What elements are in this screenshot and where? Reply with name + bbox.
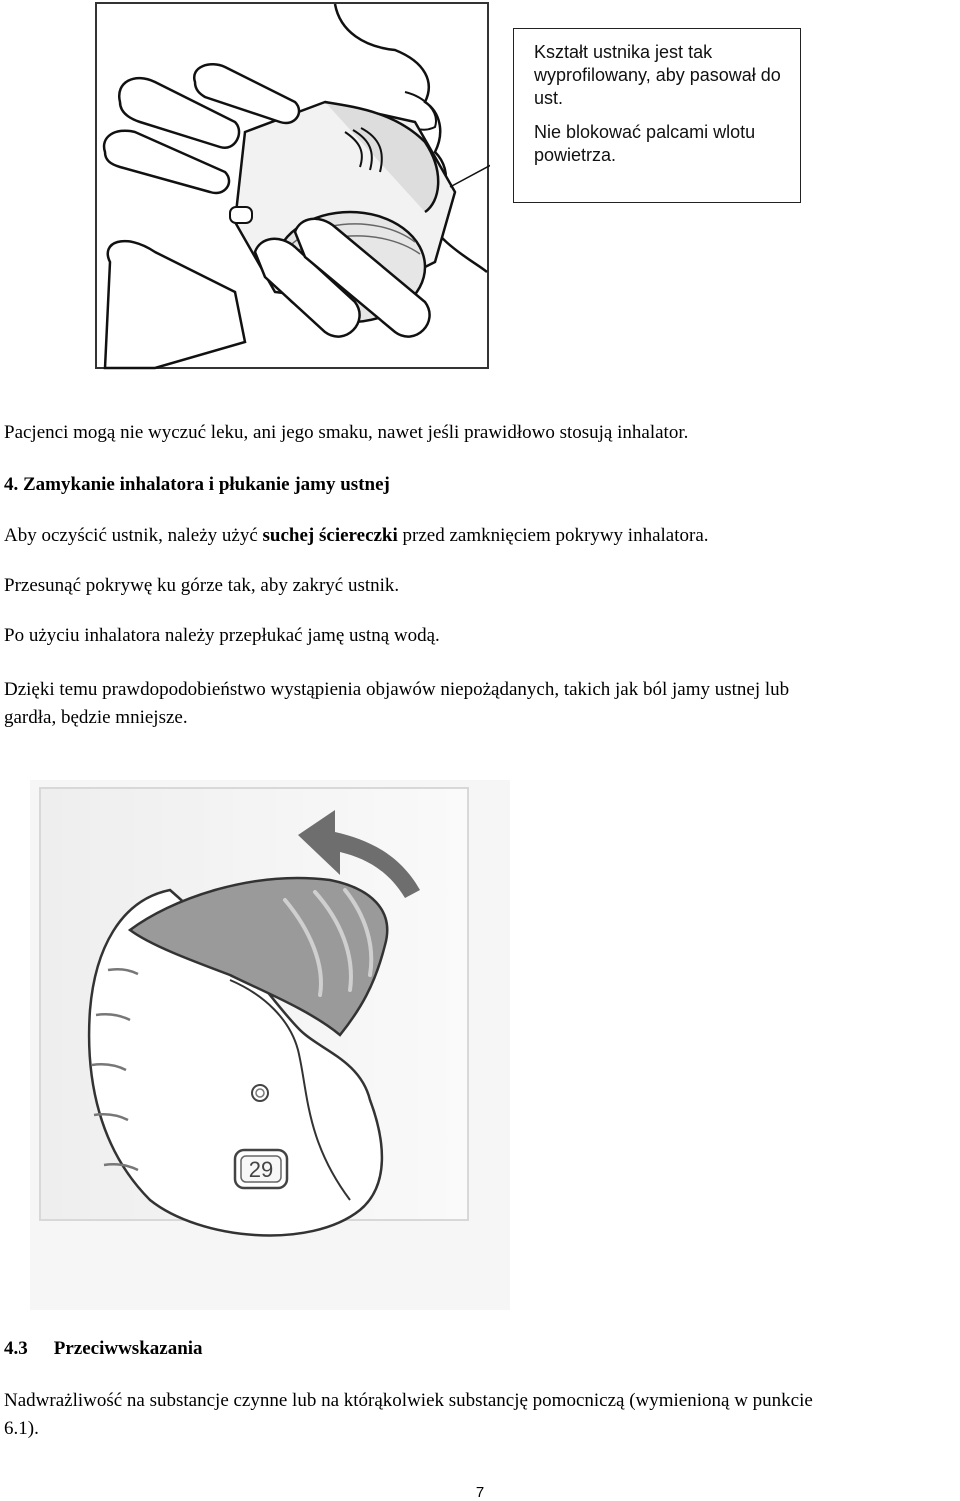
benefit-line-1: Dzięki temu prawdopodobieństwo wystąpienia objawów niepożądanych, takich jak ból jamy ustnej lub bbox=[4, 679, 790, 700]
dose-counter-value: 29 bbox=[248, 1157, 274, 1182]
inhaler-in-mouth-illustration bbox=[95, 2, 490, 370]
benefit-line-2: gardła, będzie mniejsze. bbox=[4, 707, 188, 728]
wipe-text-bold: suchej ściereczki bbox=[262, 525, 398, 546]
wipe-instruction bbox=[4, 521, 709, 550]
callout-mouthpiece-shape: Kształt ustnika jest tak wyprofilowany, aby pasował do ust. bbox=[534, 42, 781, 108]
page-number: 7 bbox=[475, 1484, 485, 1501]
section-title: Przeciwwskazania bbox=[53, 1338, 203, 1359]
inhaler-closing-cover-illustration bbox=[30, 780, 510, 1310]
contraindications-line-1: Nadwrażliwość na substancje czynne lub na którąkolwiek substancję pomocniczą (wymienioną w punkcie bbox=[4, 1390, 813, 1411]
wipe-text-before: Aby oczyścić ustnik, należy użyć bbox=[4, 525, 263, 546]
section-number: 4.3 bbox=[4, 1338, 28, 1359]
contraindications-line-2: 6.1). bbox=[4, 1418, 39, 1439]
section-heading bbox=[4, 1334, 203, 1363]
slide-cover-instruction: Przesunąć pokrywę ku górze tak, aby zakryć ustnik. bbox=[4, 575, 400, 596]
wipe-text-after: przed zamknięciem pokrywy inhalatora. bbox=[397, 525, 709, 546]
rinse-instruction: Po użyciu inhalatora należy przepłukać jamę ustną wodą. bbox=[4, 625, 440, 646]
step4-heading: 4. Zamykanie inhalatora i płukanie jamy ustnej bbox=[4, 474, 390, 495]
mouthpiece-callout bbox=[513, 28, 801, 203]
taste-note: Pacjenci mogą nie wyczuć leku, ani jego smaku, nawet jeśli prawidłowo stosują inhalator. bbox=[4, 422, 689, 443]
callout-airflow-warning: Nie blokować palcami wlotu powietrza. bbox=[534, 122, 756, 165]
